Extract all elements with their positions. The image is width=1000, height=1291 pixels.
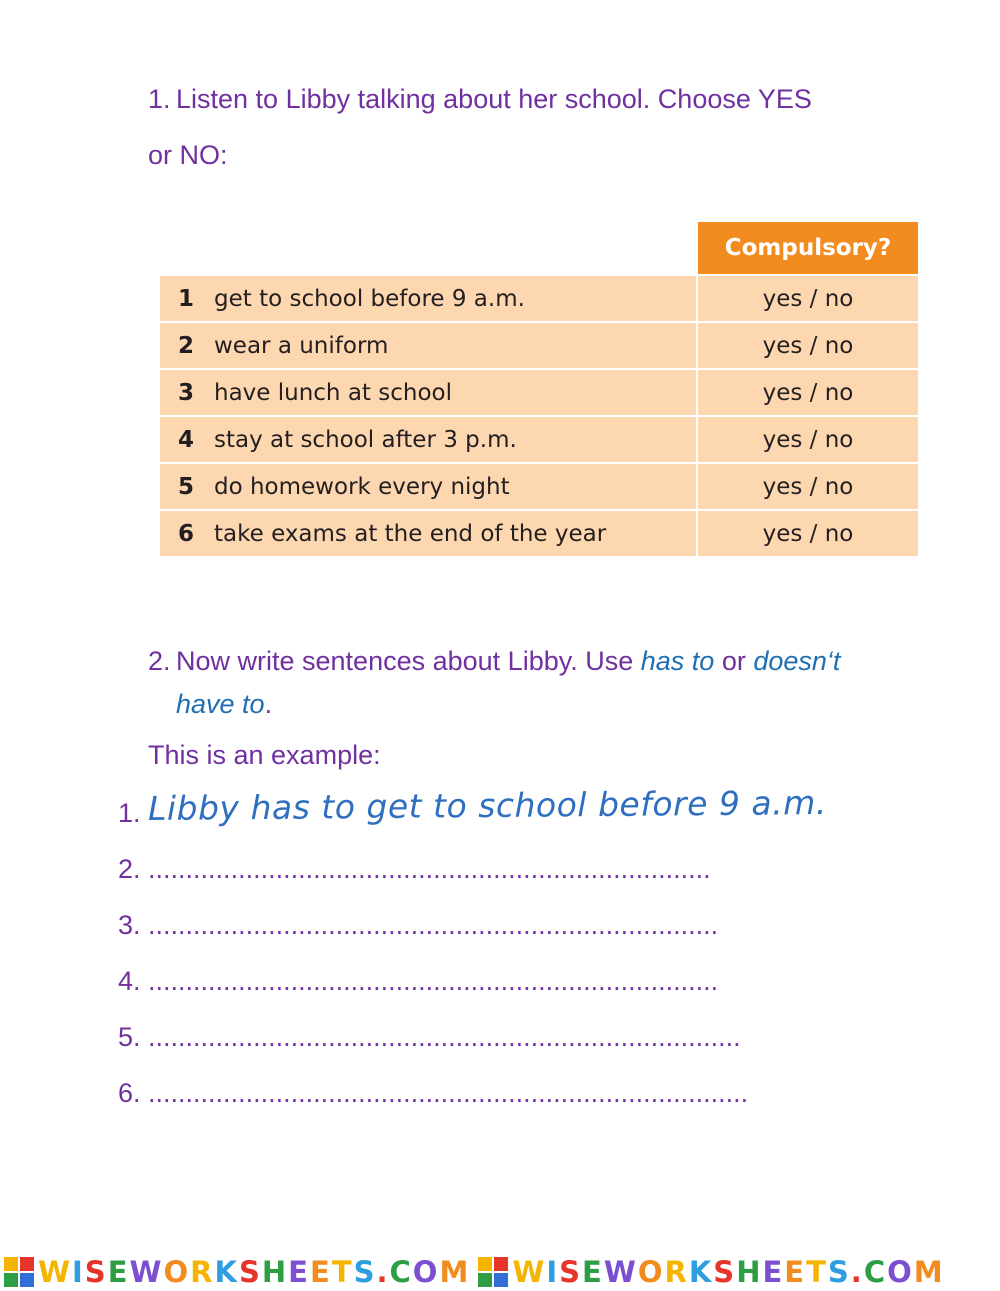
answer-line[interactable]: [118, 854, 711, 885]
question-2-prompt: [148, 640, 938, 726]
task-text: stay at school after 3 p.m.: [214, 426, 517, 453]
row-number: 1: [178, 285, 195, 312]
yes-no-choice[interactable]: yes / no: [698, 370, 918, 415]
answer-number: 5.: [118, 1022, 141, 1052]
question-1-line1: Listen to Libby talking about her school. Choose YES: [176, 84, 812, 114]
row-number: 5: [178, 473, 195, 500]
answer-line[interactable]: [118, 910, 718, 941]
question-2-text-b: or: [714, 646, 754, 676]
answer-number: 4.: [118, 966, 141, 996]
task-cell: [160, 323, 696, 368]
yes-no-choice[interactable]: yes / no: [698, 464, 918, 509]
question-2-text-c: .: [264, 689, 273, 719]
question-1-prompt-cont: [148, 140, 228, 171]
answer-line[interactable]: [118, 966, 718, 997]
task-cell: [160, 464, 696, 509]
answer-line[interactable]: [118, 1022, 741, 1053]
task-cell: [160, 511, 696, 556]
answer-number: 2.: [118, 854, 141, 884]
table-row: [160, 417, 918, 462]
answer-blank[interactable]: ............................................................................: [148, 966, 719, 996]
table-row: [160, 464, 918, 509]
brand-name: WISEWORKSHEETS.COM: [38, 1254, 471, 1289]
footer-brand-strip: [0, 1252, 1000, 1291]
example-answer: Libby has to get to school before 9 a.m.: [147, 783, 827, 828]
answer-blank[interactable]: ................................................................................: [148, 1078, 749, 1108]
task-text: wear a uniform: [214, 332, 389, 359]
answer-blank[interactable]: ...............................................................................: [148, 1022, 741, 1052]
yes-no-choice[interactable]: yes / no: [698, 323, 918, 368]
row-number: 6: [178, 520, 195, 547]
yes-no-choice[interactable]: yes / no: [698, 511, 918, 556]
yes-no-choice[interactable]: yes / no: [698, 417, 918, 462]
question-1-prompt: [148, 84, 812, 115]
phrase-doesnt: doesn‘t: [753, 646, 841, 676]
table-row: [160, 276, 918, 321]
question-1-line2: or NO:: [148, 140, 228, 170]
yes-no-choice[interactable]: yes / no: [698, 276, 918, 321]
task-cell: [160, 276, 696, 321]
answer-number: 6.: [118, 1078, 141, 1108]
task-cell: [160, 417, 696, 462]
brand-logo-repeat: [478, 1255, 944, 1289]
example-label: This is an example:: [148, 740, 381, 770]
brand-name-repeat: WISEWORKSHEETS.COM: [512, 1254, 945, 1289]
table-row: [160, 323, 918, 368]
question-2-number: 2.: [148, 646, 171, 676]
table-header-compulsory: Compulsory?: [698, 222, 918, 274]
row-number: 2: [178, 332, 195, 359]
row-number: 4: [178, 426, 195, 453]
task-cell: [160, 370, 696, 415]
phrase-have-to: have to: [176, 689, 265, 719]
answer-line[interactable]: [118, 1078, 748, 1109]
table-row: [160, 370, 918, 415]
question-2-text-a: Now write sentences about Libby. Use: [176, 646, 641, 676]
row-number: 3: [178, 379, 195, 406]
logo-icon: [4, 1257, 34, 1287]
table-row: [160, 511, 918, 556]
answer-number: 1.: [118, 798, 141, 828]
table-body: [160, 276, 918, 558]
compulsory-table: [160, 222, 918, 558]
answer-number: 3.: [118, 910, 141, 940]
task-text: have lunch at school: [214, 379, 452, 406]
task-text: do homework every night: [214, 473, 510, 500]
phrase-has-to: has to: [640, 646, 715, 676]
logo-icon: [478, 1257, 508, 1287]
question-1-number: 1.: [148, 84, 171, 114]
task-text: get to school before 9 a.m.: [214, 285, 525, 312]
task-text: take exams at the end of the year: [214, 520, 607, 547]
answer-blank[interactable]: ............................................................................: [148, 910, 719, 940]
brand-logo: [4, 1255, 470, 1289]
answer-blank[interactable]: ...........................................................................: [148, 854, 711, 884]
